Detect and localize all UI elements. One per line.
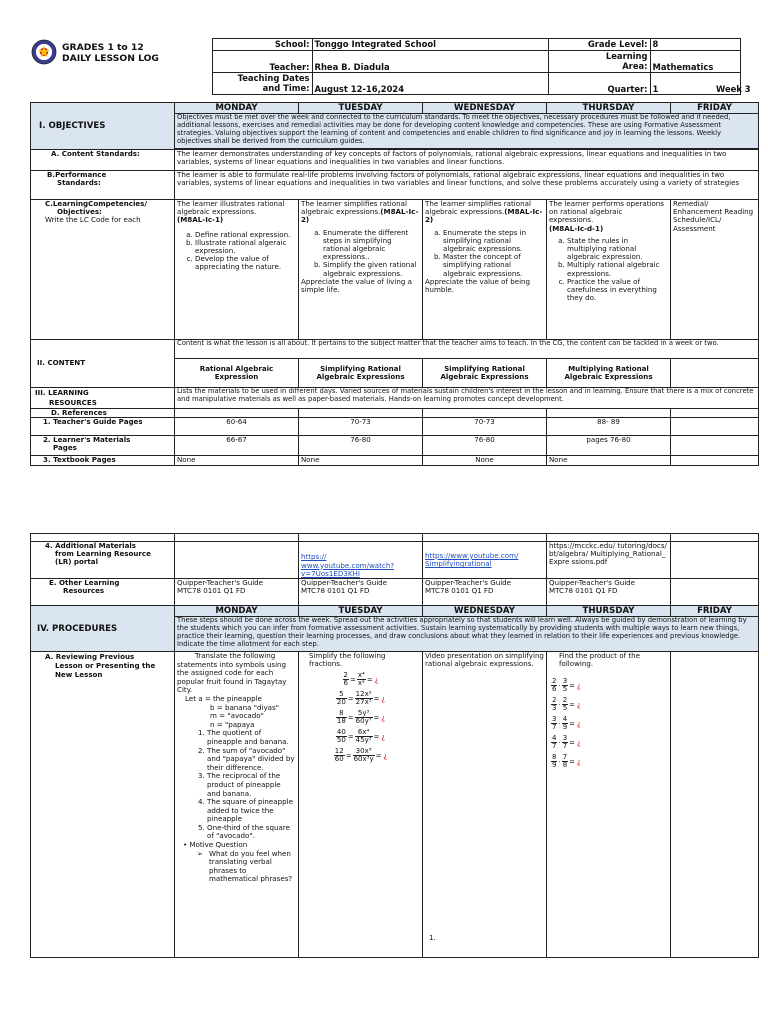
fraction-expression: [549, 733, 668, 752]
competency-tuesday: The learner simplifies rational algebraic expressions.(M8AL-Ic-2) a. Enumerate the different steps in simplifying rational algebraic expressions.. b. Simplify the given rational algebraic expressions. Appreciate the value of living a simple life.: [299, 200, 423, 340]
fraction: $\frac{2}{6}$: [552, 677, 557, 694]
fraction: $\frac{12}{60}$: [334, 747, 344, 764]
tuesday-fraction-list: [301, 670, 420, 765]
fraction: $\frac{\text{6x⁴}}{\text{45y³}}$: [355, 728, 372, 745]
fraction: $\frac{2}{6}$: [343, 671, 349, 688]
review-monday: Translate the following statements into symbols using the assigned code for each popular fruit found in Tagaytay City. Let a = the pineapple b = banana "diyas" m = "avocado" n = "papaya 1. The quotient of pineapple and banana. 2. The sum of "avocado" and "papaya" divided by their difference. 3. The reciprocal of the product of pineapple and banana. 4. The square of pineapple added to twice the pineapple 5. One-third of the square of "avocado". • Motive Question ➢ What do you feel when translating verbal phrases to mathematical phrases?: [175, 652, 299, 958]
tg-wednesday: 70-73: [423, 418, 547, 436]
tg-tuesday: 70-73: [299, 418, 423, 436]
references-label: D. References: [31, 409, 175, 418]
review-wednesday: Video presentation on simplifying rational algebraic expressions. 1.: [423, 652, 547, 958]
content-standards-label: A. Content Standards:: [31, 150, 175, 171]
content-thursday: Multiplying Rational Algebraic Expressions: [547, 359, 671, 388]
equals-sign: =: [569, 681, 576, 690]
learners-materials-label: 2. Learner's Materials Pages: [31, 436, 175, 456]
operator-sign: ·: [558, 738, 561, 747]
tb-wednesday: None: [423, 456, 547, 466]
answer-placeholder: ¿: [381, 713, 386, 722]
school-label: School:: [212, 39, 312, 51]
resources-heading: III. LEARNING RESOURCES: [31, 388, 175, 409]
fraction: $\frac{4}{9}$: [562, 715, 568, 732]
operator-sign: =: [347, 713, 354, 722]
fraction-expression: [301, 708, 420, 727]
day-wednesday-2: WEDNESDAY: [423, 606, 547, 617]
day-thursday-2: THURSDAY: [547, 606, 671, 617]
fraction: $\frac{2}{3}$: [552, 696, 557, 713]
equals-sign: =: [569, 700, 576, 709]
form-title-line1: GRADES 1 to 12: [62, 41, 144, 53]
operator-sign: =: [345, 751, 352, 760]
lesson-table-page1: [30, 102, 759, 466]
equals-sign: =: [373, 694, 380, 703]
fraction-expression: [549, 714, 668, 733]
fraction: $\frac{40}{50}$: [336, 728, 346, 745]
other-resources-tuesday: Quipper-Teacher's Guide MTC78 0101 Q1 FD: [299, 579, 423, 606]
competency-monday: The learner illustrates rational algebraic expressions. (M8AL-Ic-1) a. Define rational expression. b. Illustrate rational algeraic expression. c. Develop the value of appreciating the nature.: [175, 200, 299, 340]
content-tuesday: Simplifying Rational Algebraic Expressions: [299, 359, 423, 388]
answer-placeholder: ¿: [577, 738, 581, 747]
learning-area-value: Mathematics: [650, 51, 740, 73]
fraction-expression: [549, 676, 668, 695]
answer-placeholder: ¿: [381, 732, 386, 741]
content-standards-text: The learner demonstrates understanding of key concepts of factors of polynomials, rational algebraic expressions, linear equations and inequalities in two variables, systems of linear equations and inequalities in two variables and linear functions.: [175, 150, 759, 171]
fraction: $\frac{\text{x⁴}}{\text{x²}}$: [357, 671, 365, 688]
reviewing-lesson-label: A. Reviewing Previous Lesson or Presenting the New Lesson: [31, 652, 175, 958]
other-resources-monday: Quipper-Teacher's Guide MTC78 0101 Q1 FD: [175, 579, 299, 606]
answer-placeholder: ¿: [383, 751, 388, 760]
lm-tuesday: 76-80: [299, 436, 423, 456]
lm-monday: 66-67: [175, 436, 299, 456]
operator-sign: =: [350, 675, 356, 684]
fraction: $\frac{8}{9}$: [552, 753, 557, 770]
performance-standards-text: The learner is able to formulate real-life problems involving factors of polynomials, rational algebraic expressions, linear equations and inequalities in two variables, systems of linear equations and inequalities in two variables and linear functions, and solve these problems accurately using a variety of strategies: [175, 171, 759, 200]
fraction: $\frac{\text{5y³}}{\text{60y⁷}}$: [355, 709, 372, 726]
competency-friday: Remedial/ Enhancement Reading Schedule/ICL/ Assessment: [671, 200, 759, 340]
day-tuesday: TUESDAY: [299, 103, 423, 114]
procedures-heading: IV. PROCEDURES: [31, 606, 175, 652]
fraction: $\frac{8}{18}$: [336, 709, 346, 726]
content-wednesday: Simplifying Rational Algebraic Expressions: [423, 359, 547, 388]
tb-monday: None: [175, 456, 299, 466]
fraction: $\frac{2}{5}$: [562, 696, 568, 713]
grade-level-value: 8: [650, 39, 740, 51]
quarter-value: 1: [650, 73, 714, 95]
lm-thursday: pages 76-80: [547, 436, 671, 456]
content-note: Content is what the lesson is all about. It pertains to the subject matter that the teacher aims to teach. In the CG, the content can be tackled in a week or two.: [175, 340, 759, 359]
competencies-label: C.LearningCompetencies/ Objectives: Write the LC Code for each: [31, 200, 175, 340]
other-resources-label: E. Other Learning Resources: [31, 579, 175, 606]
operator-sign: ·: [558, 700, 561, 709]
teacher-value: Rhea B. Diadula: [312, 51, 548, 73]
youtube-link-wednesday[interactable]: https://www.youtube.com/ Simplifyingrational: [425, 550, 519, 568]
day-thursday: THURSDAY: [547, 103, 671, 114]
fraction-expression: [301, 670, 420, 689]
answer-placeholder: ¿: [577, 757, 581, 766]
equals-sign: =: [569, 719, 576, 728]
teachers-guide-label: 1. Teacher's Guide Pages: [31, 418, 175, 436]
review-tuesday: Simplify the following fractions. $\frac{2}{6}$ = $\frac{\text{x⁴}}{\text{x²}}$ = ¿ $\frac{5}{20}$ = $\frac{\text{12x²}}{\text{27x³}}$ = ¿ $\frac{8}{18}$ = $\frac{\text{5y³}}{\text{60y⁷}}$ = ¿ $\frac{40}{50}$ = $\frac{\text{6x⁴}}{\text{45y³}}$ = ¿ $\frac{12}{60}$ = $\frac{\text{30x³}}{\text{60x³y}}$ = ¿: [299, 652, 423, 958]
objectives-heading: I. OBJECTIVES: [31, 103, 175, 150]
mcckc-link-thursday[interactable]: https://mcckc.edu/ tutoring/docs/bt/algebra/ Multiplying_Rational_Expre ssions.pdf: [547, 542, 671, 579]
fraction: $\frac{\text{30x³}}{\text{60x³y}}$: [353, 747, 374, 764]
day-friday: FRIDAY: [671, 103, 759, 114]
competency-thursday: The learner performs operations on rational algebraic expressions. (M8AL-Ic-d-1) a. State the rules in multiplying rational algebraic expression. b. Multiply rational algebraic expressions. c. Practice the value of carefulness in everything they do.: [547, 200, 671, 340]
school-value: Tonggo Integrated School: [312, 39, 548, 51]
answer-placeholder: ¿: [577, 700, 581, 709]
youtube-link-tuesday[interactable]: https:// www.youtube.com/watch? v=7Uos1ED3KHI: [301, 552, 395, 578]
textbook-pages-label: 3. Textbook Pages: [31, 456, 175, 466]
other-resources-thursday: Quipper-Teacher's Guide MTC78 0101 Q1 FD: [547, 579, 671, 606]
tg-monday: 60-64: [175, 418, 299, 436]
fraction: $\frac{3}{7}$: [562, 734, 568, 751]
day-wednesday: WEDNESDAY: [423, 103, 547, 114]
learning-area-label: Learning Area:: [548, 51, 650, 73]
teacher-label: Teacher:: [212, 51, 312, 73]
competency-wednesday: The learner simplifies rational algebraic expressions.(M8AL-Ic-2) a. Enumerate the steps in simplifying rational algebraic expressions. b. Master the concept of simplifying rational algebraic expressions. Appreciate the value of being humble.: [423, 200, 547, 340]
equals-sign: =: [375, 751, 382, 760]
fraction: $\frac{4}{7}$: [552, 734, 557, 751]
teaching-dates-label: Teaching Dates and Time:: [212, 73, 312, 95]
operator-sign: ·: [558, 757, 561, 766]
additional-materials-label: 4. Additional Materials from Learning Resource (LR) portal: [31, 542, 175, 579]
answer-placeholder: ¿: [374, 675, 379, 684]
content-heading: II. CONTENT: [31, 340, 175, 388]
objectives-note: Objectives must be met over the week and connected to the curriculum standards. To meet the objectives, necessary procedures must be followed and if needed, additional lessons, exercises and remedial activities may be done for developing content knowledge and competencies. These are using Formative Assessment strategies. Valuing objectives support the learning of content and competencies and enable children to find significance and joy in learning the lessons. Weekly objectives shall be derived from the curriculum guides.: [175, 114, 759, 149]
answer-placeholder: ¿: [381, 694, 386, 703]
fraction: $\frac{7}{8}$: [562, 753, 568, 770]
day-tuesday-2: TUESDAY: [299, 606, 423, 617]
performance-standards-label: B.Performance Standards:: [31, 171, 175, 200]
operator-sign: ·: [558, 719, 561, 728]
equals-sign: =: [569, 738, 576, 747]
procedures-note: These steps should be done across the week. Spread out the activities appropriately so that students will learn well. Always be guided by demonstration of learning by the students which you can infer from formative assessment activities. Sustain learning systematically by providing students with multiple ways to learn new things, practice their learning, question their learning processes, and draw conclusions about what they learned in relation to their life experiences and previous knowledge. Indicate the time allotment for each step.: [175, 617, 759, 652]
equals-sign: =: [373, 713, 380, 722]
fraction: $\frac{3}{7}$: [552, 715, 557, 732]
fraction: $\frac{3}{5}$: [562, 677, 568, 694]
tb-tuesday: None: [299, 456, 423, 466]
review-thursday: Find the product of the following. $\frac{2}{6}$ · $\frac{3}{5}$ = ¿ $\frac{2}{3}$ · $\frac{2}{5}$ = ¿ $\frac{3}{7}$ · $\frac{4}{9}$ = ¿ $\frac{4}{7}$ · $\frac{3}{7}$ = ¿ $\frac{8}{9}$ · $\frac{7}{8}$ = ¿: [547, 652, 671, 958]
content-monday: Rational Algebraic Expression: [175, 359, 299, 388]
equals-sign: =: [373, 732, 380, 741]
equals-sign: =: [366, 675, 373, 684]
fraction: $\frac{5}{20}$: [336, 690, 346, 707]
answer-placeholder: ¿: [577, 681, 581, 690]
fraction-expression: [301, 727, 420, 746]
operator-sign: =: [347, 694, 354, 703]
other-resources-wednesday: Quipper-Teacher's Guide MTC78 0101 Q1 FD: [423, 579, 547, 606]
operator-sign: =: [347, 732, 354, 741]
header-table: [30, 38, 751, 95]
lesson-table-page2: [30, 533, 759, 958]
lm-wednesday: 76-80: [423, 436, 547, 456]
tb-thursday: None: [547, 456, 671, 466]
fraction-expression: [549, 752, 668, 771]
week-value: Week 3: [714, 73, 740, 95]
answer-placeholder: ¿: [577, 719, 581, 728]
quarter-label: Quarter:: [548, 73, 650, 95]
equals-sign: =: [569, 757, 576, 766]
tg-thursday: 88- 89: [547, 418, 671, 436]
day-friday-2: FRIDAY: [671, 606, 759, 617]
fraction-expression: [301, 689, 420, 708]
teaching-dates-value: August 12-16,2024: [312, 73, 548, 95]
day-monday-2: MONDAY: [175, 606, 299, 617]
fraction: $\frac{\text{12x²}}{\text{27x³}}$: [355, 690, 372, 707]
fraction-expression: [301, 746, 420, 765]
resources-note: Lists the materials to be used in different days. Varied sources of materials sustain children's interest in the lesson and in learning. Ensure that there is a mix of concrete and manipulative materials as well as paper-based materials. Hands-on learning promotes concept development.: [175, 388, 759, 409]
thursday-fraction-list: [549, 676, 668, 771]
fraction-expression: [549, 695, 668, 714]
grade-level-label: Grade Level:: [548, 39, 650, 51]
day-monday: MONDAY: [175, 103, 299, 114]
form-title-line2: DAILY LESSON LOG: [62, 52, 159, 64]
operator-sign: ·: [558, 681, 561, 690]
